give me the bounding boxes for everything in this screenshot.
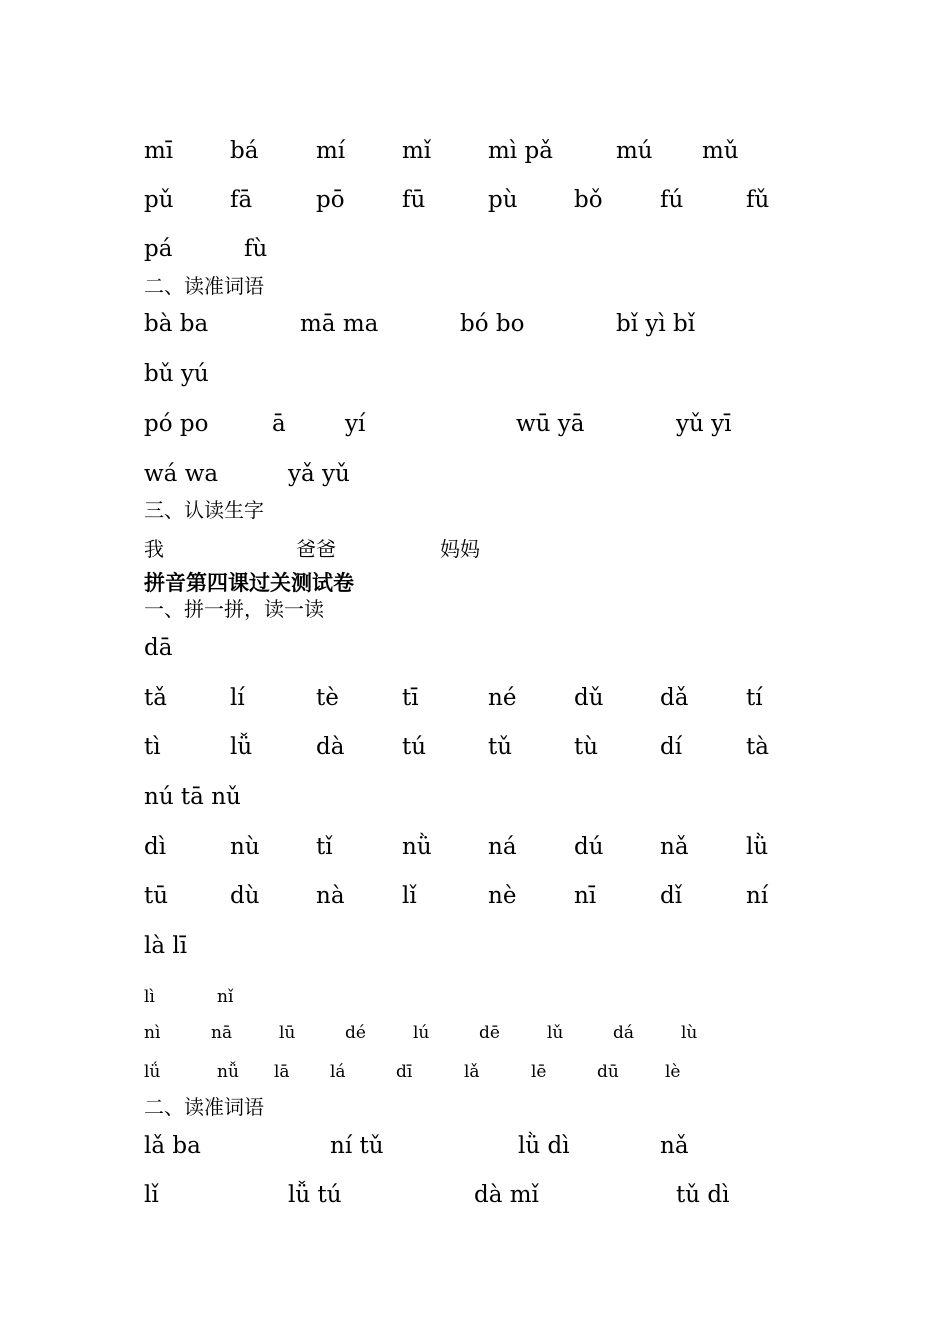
pinyin-syllable: dú xyxy=(574,834,604,860)
pinyin-syllable: tì xyxy=(144,734,161,760)
pinyin-syllable: nè xyxy=(488,883,517,909)
pinyin-syllable: dà xyxy=(316,734,345,760)
pinyin-syllable: tū xyxy=(144,883,169,909)
pinyin-syllable: wū yā xyxy=(516,411,585,437)
pinyin-syllable: dù xyxy=(230,883,260,909)
pinyin-syllable: yǔ yī xyxy=(676,411,732,437)
section-heading: 三、认读生字 xyxy=(144,498,264,522)
pinyin-syllable: tè xyxy=(316,685,339,711)
pinyin-syllable: dǐ xyxy=(660,883,683,909)
pinyin-syllable: nú tā nǔ xyxy=(144,784,241,810)
hanzi-word: 爸爸 xyxy=(296,537,336,561)
pinyin-syllable: lǎ xyxy=(464,1062,480,1082)
pinyin-syllable: dē xyxy=(479,1023,500,1043)
pinyin-syllable: nī xyxy=(574,883,597,909)
pinyin-syllable: dá xyxy=(613,1023,635,1043)
pinyin-syllable: lè xyxy=(665,1062,681,1082)
pinyin-syllable: mǔ xyxy=(702,138,739,164)
pinyin-syllable: mí xyxy=(316,138,346,164)
pinyin-syllable: ní tǔ xyxy=(330,1133,384,1159)
pinyin-syllable: bǐ yì bǐ xyxy=(616,311,696,337)
pinyin-syllable: tú xyxy=(402,734,427,760)
pinyin-syllable: lì xyxy=(144,987,155,1007)
page-title: 拼音第四课过关测试卷 xyxy=(144,571,354,595)
pinyin-syllable: lǜ dì xyxy=(518,1133,570,1159)
pinyin-syllable: yí xyxy=(345,411,366,437)
pinyin-syllable: lū xyxy=(279,1023,296,1043)
pinyin-syllable: nǎ xyxy=(660,1133,689,1159)
pinyin-syllable: bǒ xyxy=(574,187,603,213)
pinyin-syllable: tǔ dì xyxy=(676,1182,730,1208)
pinyin-syllable: fǔ xyxy=(746,187,770,213)
pinyin-syllable: nǜ xyxy=(402,834,432,860)
pinyin-syllable: nǚ xyxy=(217,1062,239,1082)
pinyin-syllable: dū xyxy=(597,1062,619,1082)
pinyin-syllable: lǜ xyxy=(746,834,769,860)
pinyin-syllable: lǚ xyxy=(230,734,253,760)
pinyin-syllable: mì pǎ xyxy=(488,138,553,164)
pinyin-syllable: pó po xyxy=(144,411,209,437)
pinyin-syllable: nā xyxy=(211,1023,233,1043)
pinyin-syllable: tù xyxy=(574,734,599,760)
pinyin-syllable: bá xyxy=(230,138,259,164)
pinyin-syllable: pá xyxy=(144,236,173,262)
pinyin-syllable: tà xyxy=(746,734,769,760)
pinyin-syllable: dā xyxy=(144,635,173,661)
pinyin-syllable: ní xyxy=(746,883,769,909)
pinyin-syllable: nà xyxy=(316,883,345,909)
pinyin-syllable: fā xyxy=(230,187,253,213)
pinyin-syllable: dǎ xyxy=(660,685,689,711)
section-heading: 二、读准词语 xyxy=(144,1095,264,1119)
pinyin-syllable: là lī xyxy=(144,933,188,959)
pinyin-syllable: pù xyxy=(488,187,518,213)
pinyin-syllable: tí xyxy=(746,685,763,711)
pinyin-syllable: lí xyxy=(230,685,245,711)
pinyin-syllable: fū xyxy=(402,187,426,213)
pinyin-syllable: lǚ tú xyxy=(288,1182,342,1208)
pinyin-syllable: lǎ ba xyxy=(144,1133,201,1159)
pinyin-syllable: fù xyxy=(244,236,268,262)
pinyin-syllable: tǐ xyxy=(316,834,333,860)
pinyin-syllable: dí xyxy=(660,734,683,760)
pinyin-syllable: ā xyxy=(272,411,286,437)
pinyin-syllable: lǔ xyxy=(547,1023,564,1043)
pinyin-syllable: lē xyxy=(531,1062,547,1082)
pinyin-syllable: tǎ xyxy=(144,685,167,711)
pinyin-syllable: lǐ xyxy=(144,1182,159,1208)
pinyin-syllable: nǐ xyxy=(217,987,234,1007)
pinyin-syllable: lá xyxy=(330,1062,346,1082)
pinyin-syllable: né xyxy=(488,685,517,711)
pinyin-syllable: nù xyxy=(230,834,260,860)
pinyin-syllable: nǎ xyxy=(660,834,689,860)
pinyin-syllable: tī xyxy=(402,685,419,711)
section-heading: 一、拼一拼，读一读 xyxy=(144,597,324,621)
pinyin-syllable: bǔ yú xyxy=(144,361,209,387)
pinyin-syllable: ná xyxy=(488,834,517,860)
pinyin-syllable: lā xyxy=(274,1062,290,1082)
pinyin-syllable: mī xyxy=(144,138,174,164)
pinyin-syllable: lù xyxy=(681,1023,698,1043)
pinyin-syllable: bó bo xyxy=(460,311,525,337)
pinyin-syllable: dì xyxy=(144,834,167,860)
pinyin-syllable: pǔ xyxy=(144,187,174,213)
pinyin-syllable: fú xyxy=(660,187,684,213)
hanzi-word: 我 xyxy=(144,537,164,561)
pinyin-syllable: mǐ xyxy=(402,138,432,164)
pinyin-syllable: dé xyxy=(345,1023,366,1043)
pinyin-syllable: nì xyxy=(144,1023,161,1043)
pinyin-syllable: tǔ xyxy=(488,734,513,760)
pinyin-syllable: mā ma xyxy=(300,311,379,337)
section-heading: 二、读准词语 xyxy=(144,274,264,298)
pinyin-syllable: pō xyxy=(316,187,345,213)
pinyin-syllable: lǐ xyxy=(402,883,417,909)
pinyin-syllable: dī xyxy=(396,1062,413,1082)
hanzi-word: 妈妈 xyxy=(440,537,480,561)
pinyin-syllable: lǘ xyxy=(144,1062,161,1082)
pinyin-syllable: dǔ xyxy=(574,685,604,711)
pinyin-syllable: mú xyxy=(616,138,653,164)
pinyin-syllable: wá wa xyxy=(144,461,219,487)
pinyin-syllable: lú xyxy=(413,1023,430,1043)
pinyin-syllable: bà ba xyxy=(144,311,209,337)
pinyin-syllable: dà mǐ xyxy=(474,1182,539,1208)
pinyin-syllable: yǎ yǔ xyxy=(288,461,350,487)
